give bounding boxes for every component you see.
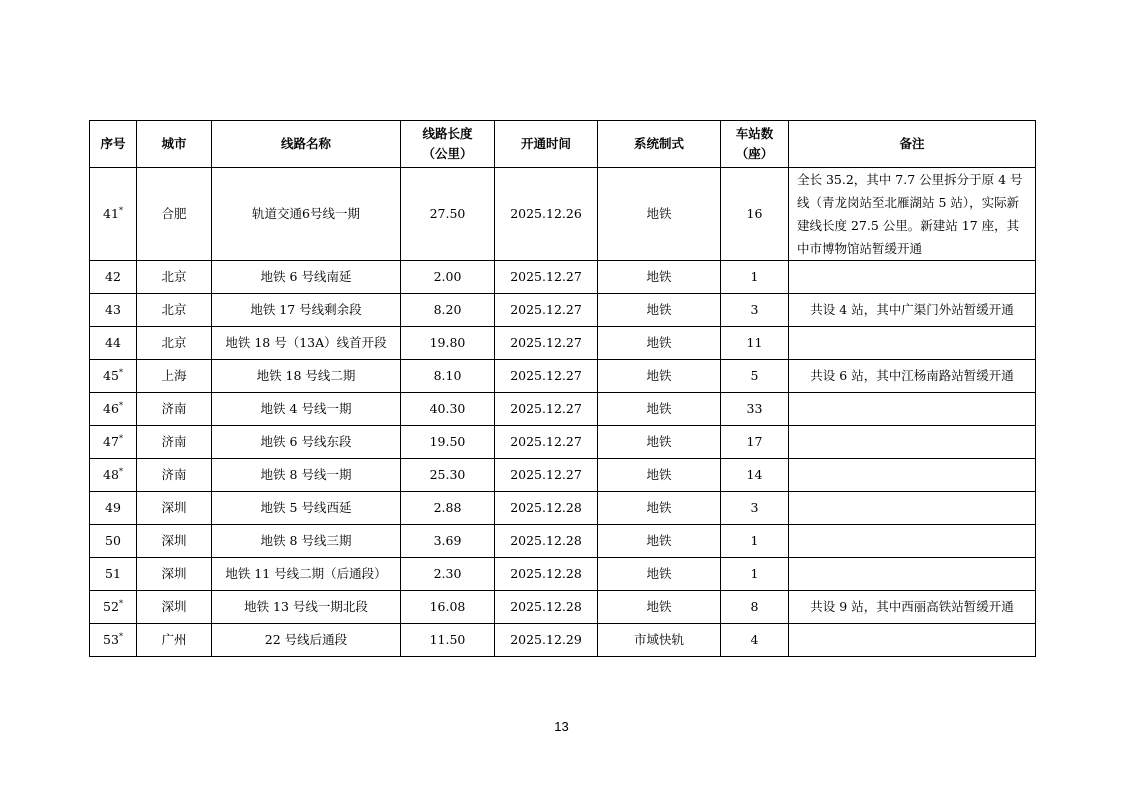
table-row: [90, 294, 1036, 327]
cell-note: [789, 459, 1036, 492]
table-row: [90, 261, 1036, 294]
cell-city: 北京: [137, 261, 212, 294]
cell-length: 11.50: [401, 624, 495, 657]
seq-number: 43: [105, 302, 121, 317]
header-stations-unit: （座）: [735, 146, 774, 161]
cell-stations: 11: [721, 327, 789, 360]
cell-system: 地铁: [598, 426, 721, 459]
cell-length: 2.30: [401, 558, 495, 591]
cell-city: 广州: [137, 624, 212, 657]
cell-length: 19.80: [401, 327, 495, 360]
cell-system: 地铁: [598, 261, 721, 294]
cell-note: [789, 261, 1036, 294]
cell-note: 共设 9 站，其中西丽高铁站暂缓开通: [789, 591, 1036, 624]
page-number: 13: [554, 719, 569, 734]
seq-number: 52: [103, 599, 119, 614]
cell-stations: 4: [721, 624, 789, 657]
table-row: [90, 327, 1036, 360]
cell-open-date: 2025.12.28: [495, 525, 598, 558]
cell-seq: [90, 591, 137, 624]
cell-system: 市域快轨: [598, 624, 721, 657]
cell-open-date: 2025.12.28: [495, 591, 598, 624]
cell-system: 地铁: [598, 360, 721, 393]
cell-system: 地铁: [598, 525, 721, 558]
cell-line-name: 地铁 6 号线南延: [212, 261, 401, 294]
cell-line-name: 地铁 5 号线西延: [212, 492, 401, 525]
cell-seq: [90, 327, 137, 360]
cell-city: 济南: [137, 426, 212, 459]
cell-note: 共设 4 站，其中广渠门外站暂缓开通: [789, 294, 1036, 327]
cell-note: [789, 558, 1036, 591]
seq-number: 46: [103, 401, 119, 416]
cell-seq: [90, 558, 137, 591]
header-stations: [721, 121, 789, 168]
cell-system: 地铁: [598, 294, 721, 327]
cell-system: 地铁: [598, 591, 721, 624]
cell-note: 全长 35.2，其中 7.7 公里拆分于原 4 号线（青龙岗站至北雁湖站 5 站），实际新建线长度 27.5 公里。新建站 17 座，其中市博物馆站暂缓开通: [789, 168, 1036, 261]
seq-number: 53: [103, 632, 119, 647]
cell-seq: [90, 426, 137, 459]
cell-note: [789, 492, 1036, 525]
cell-city: 深圳: [137, 558, 212, 591]
seq-number: 51: [105, 566, 121, 581]
cell-length: 2.88: [401, 492, 495, 525]
header-seq: 序号: [90, 121, 137, 168]
cell-city: 北京: [137, 294, 212, 327]
cell-stations: 16: [721, 168, 789, 261]
cell-city: 深圳: [137, 492, 212, 525]
cell-stations: 1: [721, 261, 789, 294]
cell-line-name: 轨道交通6号线一期: [212, 168, 401, 261]
cell-city: 济南: [137, 459, 212, 492]
table-row: [90, 525, 1036, 558]
header-length-title: 线路长度: [422, 126, 473, 141]
cell-seq: [90, 261, 137, 294]
cell-length: 3.69: [401, 525, 495, 558]
table-row: [90, 426, 1036, 459]
cell-system: 地铁: [598, 492, 721, 525]
cell-line-name: 地铁 13 号线一期北段: [212, 591, 401, 624]
rail-lines-table: [89, 120, 1036, 657]
cell-system: 地铁: [598, 393, 721, 426]
cell-stations: 17: [721, 426, 789, 459]
cell-seq: [90, 168, 137, 261]
cell-open-date: 2025.12.27: [495, 459, 598, 492]
asterisk-mark: *: [118, 466, 123, 476]
header-open-date: 开通时间: [495, 121, 598, 168]
seq-number: 45: [103, 368, 119, 383]
asterisk-mark: *: [118, 205, 123, 215]
cell-line-name: 地铁 18 号（13A）线首开段: [212, 327, 401, 360]
cell-city: 北京: [137, 327, 212, 360]
cell-system: 地铁: [598, 327, 721, 360]
cell-city: 济南: [137, 393, 212, 426]
seq-number: 49: [105, 500, 121, 515]
cell-note: 共设 6 站，其中江杨南路站暂缓开通: [789, 360, 1036, 393]
cell-seq: [90, 525, 137, 558]
cell-stations: 1: [721, 525, 789, 558]
cell-stations: 14: [721, 459, 789, 492]
cell-length: 16.08: [401, 591, 495, 624]
cell-note: [789, 426, 1036, 459]
cell-open-date: 2025.12.27: [495, 360, 598, 393]
cell-open-date: 2025.12.27: [495, 294, 598, 327]
asterisk-mark: *: [118, 433, 123, 443]
cell-line-name: 地铁 8 号线三期: [212, 525, 401, 558]
table-row: [90, 558, 1036, 591]
cell-open-date: 2025.12.28: [495, 558, 598, 591]
cell-open-date: 2025.12.27: [495, 327, 598, 360]
cell-length: 2.00: [401, 261, 495, 294]
cell-line-name: 地铁 17 号线剩余段: [212, 294, 401, 327]
cell-stations: 5: [721, 360, 789, 393]
asterisk-mark: *: [118, 598, 123, 608]
cell-line-name: 地铁 6 号线东段: [212, 426, 401, 459]
cell-line-name: 地铁 4 号线一期: [212, 393, 401, 426]
cell-note: [789, 327, 1036, 360]
table-row: [90, 393, 1036, 426]
cell-open-date: 2025.12.26: [495, 168, 598, 261]
header-length: [401, 121, 495, 168]
cell-city: 深圳: [137, 591, 212, 624]
cell-seq: [90, 624, 137, 657]
cell-city: 上海: [137, 360, 212, 393]
cell-length: 40.30: [401, 393, 495, 426]
table-row: [90, 459, 1036, 492]
header-note: 备注: [789, 121, 1036, 168]
cell-length: 27.50: [401, 168, 495, 261]
cell-system: 地铁: [598, 459, 721, 492]
cell-line-name: 地铁 8 号线一期: [212, 459, 401, 492]
cell-system: 地铁: [598, 558, 721, 591]
cell-stations: 3: [721, 492, 789, 525]
cell-open-date: 2025.12.29: [495, 624, 598, 657]
cell-note: [789, 393, 1036, 426]
seq-number: 42: [105, 269, 121, 284]
cell-line-name: 地铁 18 号线二期: [212, 360, 401, 393]
cell-length: 8.10: [401, 360, 495, 393]
cell-length: 25.30: [401, 459, 495, 492]
header-stations-title: 车站数: [735, 126, 774, 141]
table-row: [90, 492, 1036, 525]
cell-seq: [90, 393, 137, 426]
cell-system: 地铁: [598, 168, 721, 261]
cell-note: [789, 525, 1036, 558]
header-city: 城市: [137, 121, 212, 168]
cell-seq: [90, 360, 137, 393]
cell-stations: 1: [721, 558, 789, 591]
cell-seq: [90, 294, 137, 327]
header-line-name: 线路名称: [212, 121, 401, 168]
cell-city: 深圳: [137, 525, 212, 558]
cell-length: 8.20: [401, 294, 495, 327]
header-length-unit: （公里）: [422, 146, 473, 161]
cell-open-date: 2025.12.27: [495, 393, 598, 426]
asterisk-mark: *: [118, 631, 123, 641]
table-row: [90, 624, 1036, 657]
cell-open-date: 2025.12.27: [495, 261, 598, 294]
asterisk-mark: *: [118, 400, 123, 410]
table-header-row: [90, 121, 1036, 168]
cell-length: 19.50: [401, 426, 495, 459]
cell-stations: 8: [721, 591, 789, 624]
seq-number: 50: [105, 533, 121, 548]
cell-open-date: 2025.12.28: [495, 492, 598, 525]
cell-line-name: 地铁 11 号线二期（后通段）: [212, 558, 401, 591]
cell-note: [789, 624, 1036, 657]
cell-city: 合肥: [137, 168, 212, 261]
table-row: [90, 591, 1036, 624]
cell-stations: 3: [721, 294, 789, 327]
cell-stations: 33: [721, 393, 789, 426]
cell-seq: [90, 492, 137, 525]
seq-number: 48: [103, 467, 119, 482]
table-row: [90, 360, 1036, 393]
cell-seq: [90, 459, 137, 492]
asterisk-mark: *: [118, 367, 123, 377]
cell-open-date: 2025.12.27: [495, 426, 598, 459]
table-row: [90, 168, 1036, 261]
cell-line-name: 22 号线后通段: [212, 624, 401, 657]
seq-number: 41: [103, 206, 119, 221]
header-system: 系统制式: [598, 121, 721, 168]
seq-number: 47: [103, 434, 119, 449]
table-body: [90, 168, 1036, 657]
seq-number: 44: [105, 335, 121, 350]
